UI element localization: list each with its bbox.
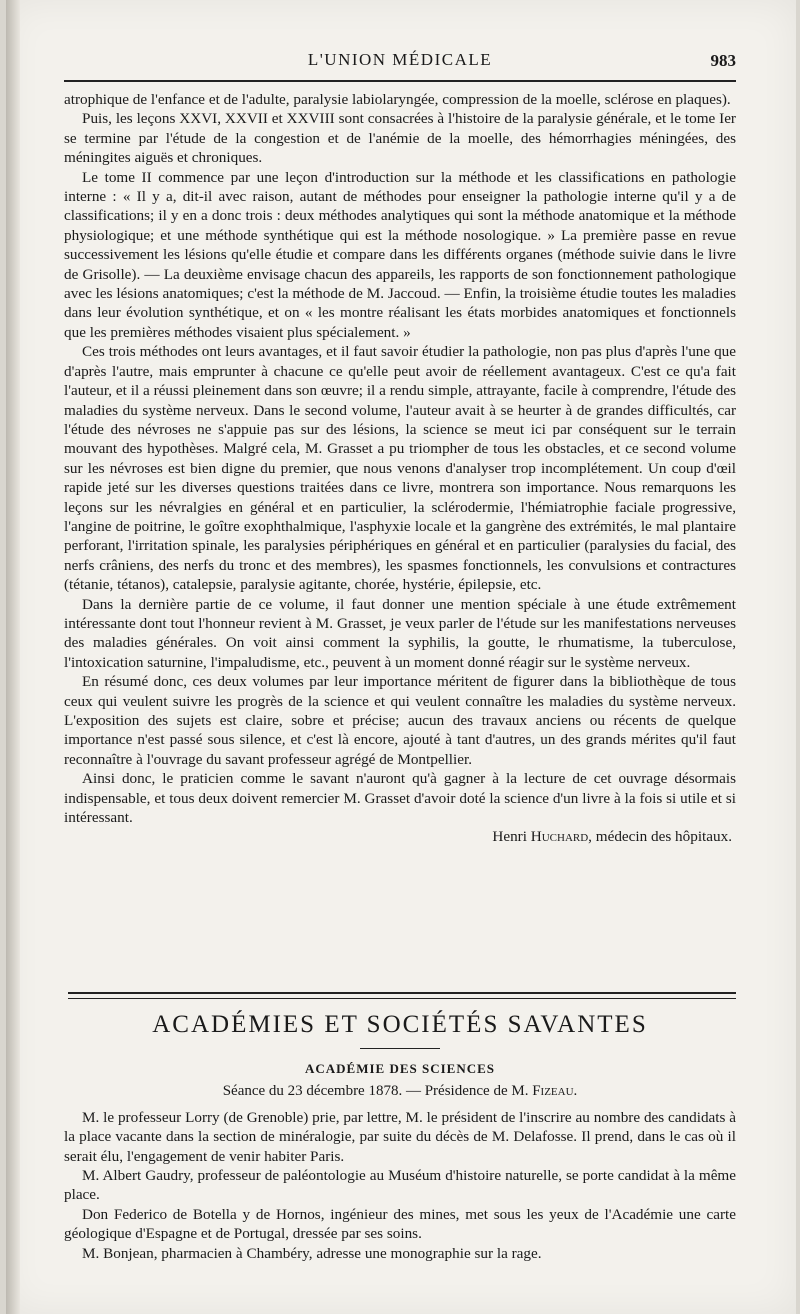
review-signature — [64, 827, 736, 846]
session-line — [64, 1082, 736, 1101]
review-paragraph: Ces trois méthodes ont leurs avantages, et il faut savoir étudier la pathologie, non pas plus d'après l'une que d'après l'autre, mais emprunter à chacune ce qu'elle peut avoir de réellement avantageux. C'est ce qu'a fait l'auteur, et il a réussi pleinement dans son œuvre; il a rendu simple, attrayante, facile à comprendre, l'étude des maladies du système nerveux. Dans le second volume, l'auteur avait à se heurter à de grandes difficultés, car l'étude des névroses ne s'appuie pas sur des lésions, la science se meut ici par conséquent sur le terrain mouvant des hypothèses. Malgré cela, M. Grasset a pu triompher de tous les obstacles, et ce second volume sur les névroses est bien digne du premier, que nous venons d'analyser trop incomplétement. Un coup d'œil rapide jeté sur les diverses questions traitées dans ce livre, montrera son importance. Nous remarquons les leçons sur les névralgies en général et en particulier, la sclérodermie, l'hémiatrophie faciale progressive, l'angine de poitrine, le goître exophthalmique, l'asphyxie locale et la gangrène des extrémités, le mal plantaire perforant, l'irritation spinale, les paralysies périphériques en général et en particulier (paralysies du facial, des nerfs crâniens, des nerfs du tronc et des membres), les spasmes fonctionnels, les convulsions et contractures (tétanie, tétanos), catalepsie, paralysie agitante, chorée, hystérie, épilepsie, etc. — [64, 343, 736, 594]
academies-section — [64, 1008, 736, 1263]
section-divider — [68, 992, 736, 999]
page-number: 983 — [710, 51, 736, 70]
review-paragraph: Puis, les leçons XXVI, XXVII et XXVIII sont consacrées à l'histoire de la paralysie générale, et le tome Ier se termine par l'étude de la congestion et de l'anémie de la moelle, des hémorrhagies méningées, des méningites aiguës et chroniques. — [64, 110, 736, 167]
minutes-paragraph: Don Federico de Botella y de Hornos, ingénieur des mines, met sous les yeux de l'Académie une carte géologique d'Espagne et de Portugal, dressée par ses soins. — [64, 1205, 736, 1243]
subsection-title: ACADÉMIE DES SCIENCES — [304, 1061, 496, 1076]
page-edge-shadow — [6, 0, 20, 1314]
review-paragraph: Ainsi donc, le praticien comme le savant n'auront qu'à gagner à la lecture de cet ouvrage désormais indispensable, et tous deux doivent remercier M. Grasset d'avoir doté la science d'un livre à la fois si utile et si intéressant. — [64, 770, 736, 827]
minutes-paragraph: M. le professeur Lorry (de Grenoble) prie, par lettre, M. le président de l'inscrire au nombre des candidats à la place vacante dans la section de minéralogie, par suite du décès de M. Delafosse. Il prend, dans le cas où il serait élu, l'engagement de venir habiter Paris. — [64, 1108, 736, 1165]
journal-title: L'UNION MÉDICALE — [307, 50, 493, 69]
review-paragraph: Le tome II commence par une leçon d'introduction sur la méthode et les classifications en pathologie interne : « Il y a, dit-il avec raison, autant de méthodes pour enseigner la pathologie interne qu'il y a de classifications; il y en a donc trois : deux méthodes analytiques qui sont la méthode anatomique et la méthode physiologique; et une méthode synthétique qui est la méthode nosologique. » La première passe en revue successivement les lésions qu'elle étudie et compare dans les différents organes (méthode suivie dans le livre de Grisolle). — La deuxième envisage chacun des appareils, les rapports de son fonctionnement pathologique avec les lésions anatomiques; c'est la méthode de M. Jaccoud. — Enfin, la troisième étudie toutes les maladies dans leur évolution synthétique, et on « les montre réalisant les états morbides anatomiques et fonctionnels que les premières méthodes visaient plus spécialement. » — [64, 168, 736, 341]
session-suffix: . — [573, 1083, 578, 1100]
title-rule — [360, 1048, 440, 1049]
review-paragraph: En résumé donc, ces deux volumes par leur importance méritent de figurer dans la bibliothèque de tous ceux qui veulent suivre les progrès de la science et qui veulent connaître les maladies du système nerveux. L'exposition des sujets est claire, sobre et précise; aucun des travaux anciens ou récents de quelque importance n'est passé sous silence, et c'est là encore, ajouté à tant d'autres, un des grands mérites qu'il faut reconnaître à l'ouvrage du savant professeur agrégé de Montpellier. — [64, 673, 736, 768]
page — [6, 0, 796, 1314]
signature-surname: Huchard — [530, 828, 589, 846]
minutes-paragraph: M. Albert Gaudry, professeur de paléontologie au Muséum d'histoire naturelle, se porte candidat à la même place. — [64, 1167, 736, 1204]
signature-title: , médecin des hôpitaux. — [588, 828, 732, 846]
session-president: Fizeau — [532, 1083, 574, 1100]
review-paragraph: atrophique de l'enfance et de l'adulte, paralysie labiolaryngée, compression de la moelle, sclérose en plaques). — [64, 91, 731, 108]
header-rule — [64, 80, 736, 82]
section-title: ACADÉMIES ET SOCIÉTÉS SAVANTES — [152, 1011, 648, 1038]
review-paragraph: Dans la dernière partie de ce volume, il faut donner une mention spéciale à une étude extrêmement intéressante dont tout l'honneur revient à M. Grasset, je veux parler de l'étude sur les manifestations nerveuses des maladies générales. On voit ainsi comment la syphilis, la goutte, le rhumatisme, la tuberculose, l'intoxication saturnine, l'impaludisme, etc., peuvent à un moment donné réagir sur le système nerveux. — [64, 595, 736, 671]
minutes-paragraph: M. Bonjean, pharmacien à Chambéry, adresse une monographie sur la rage. — [82, 1244, 542, 1262]
running-head — [64, 48, 736, 76]
book-review — [64, 90, 736, 847]
signature-first-name: Henri — [492, 828, 527, 846]
session-date: Séance du 23 décembre 1878. — Présidence de M. — [222, 1083, 529, 1100]
